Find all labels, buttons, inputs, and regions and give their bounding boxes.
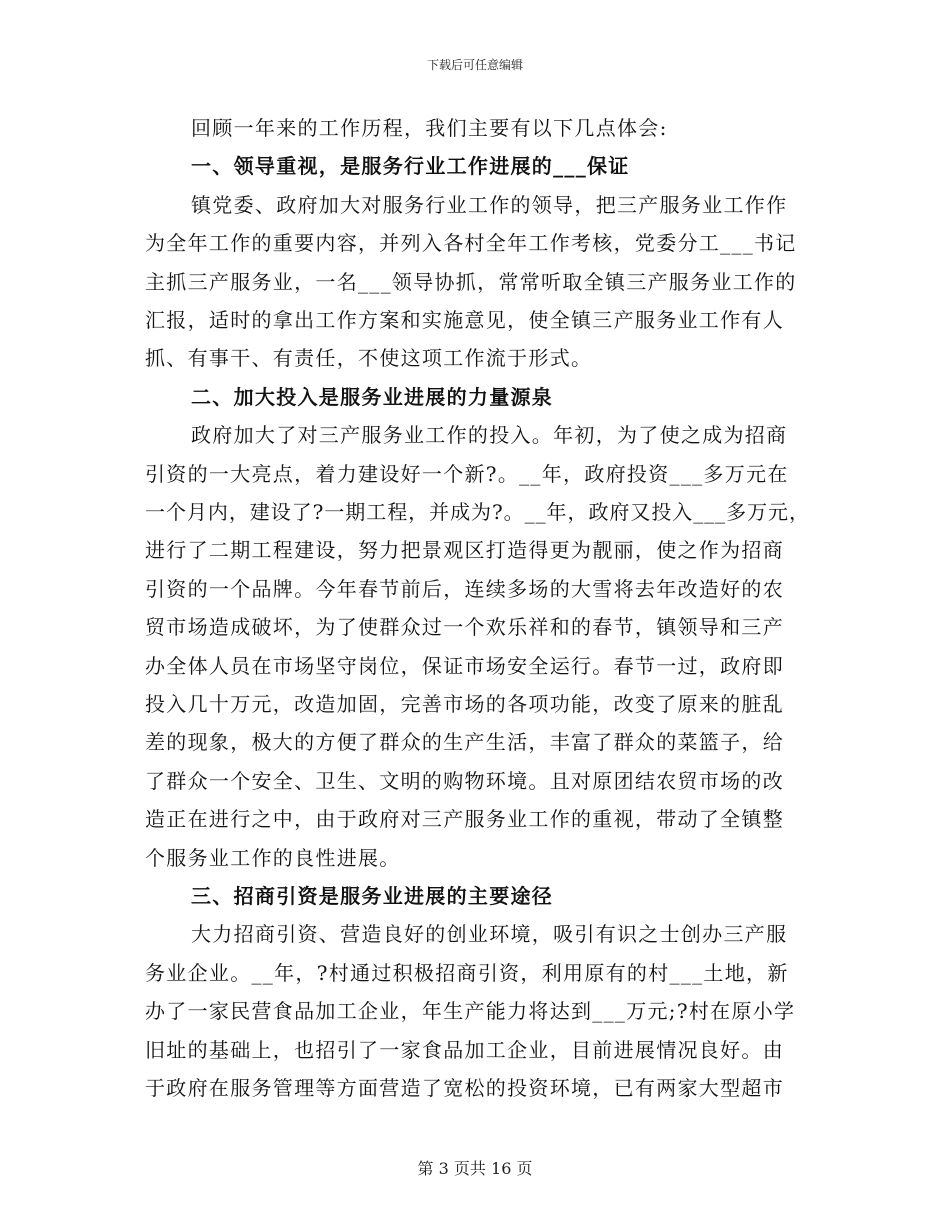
body-text-line: 抓、有事干、有责任，不使这项工作流于形式。 — [145, 346, 593, 371]
footer-suffix: 页 — [516, 1159, 533, 1178]
footer-current-page: 3 — [438, 1159, 449, 1178]
page-header: 下载后可任意编辑 — [426, 58, 523, 72]
footer-total-pages: 16 — [491, 1159, 512, 1178]
section-heading: 一、领导重视，是服务行业工作进展的___保证 — [191, 154, 630, 179]
body-text-line: 了群众一个安全、卫生、文明的购物环境。且对原团结农贸市场的改 — [145, 768, 784, 793]
body-text-line: 一个月内，建设了?一期工程，并成为?。__年，政府又投入___多万元， — [145, 500, 810, 524]
body-text-line: 汇报，适时的拿出工作方案和实施意见，使全镇三产服务业工作有人 — [145, 308, 784, 332]
body-text-line: 务业企业。__年，?村通过积极招商引资，利用原有的村___土地，新 — [145, 960, 789, 985]
body-text-line: 回顾一年来的工作历程，我们主要有以下几点体会: — [191, 116, 668, 140]
body-text-line: 办全体人员在市场坚守岗位，保证市场安全运行。春节一过，政府即 — [145, 653, 784, 678]
body-text-line: 旧址的基础上，也招引了一家食品加工企业，目前进展情况良好。由 — [145, 1037, 784, 1062]
section-heading: 三、招商引资是服务业进展的主要途径 — [191, 884, 554, 908]
section-heading: 二、加大投入是服务业进展的力量源泉 — [191, 384, 554, 409]
footer-prefix: 第 — [417, 1159, 434, 1178]
body-text-line: 差的现象，极大的方便了群众的生产生活，丰富了群众的菜篮子，给 — [145, 730, 784, 755]
body-text-line: 投入几十万元，改造加固，完善市场的各项功能，改变了原来的脏乱 — [145, 692, 784, 716]
body-text-line: 引资的一大亮点，着力建设好一个新?。__年，政府投资___多万元在 — [145, 461, 789, 486]
body-text-line: 引资的一个品牌。今年春节前后，连续多场的大雪将去年改造好的农 — [145, 576, 784, 601]
body-text-line: 进行了二期工程建设，努力把景观区打造得更为靓丽，使之作为招商 — [145, 538, 784, 563]
page-footer — [0, 1156, 950, 1179]
body-text-line: 主抓三产服务业，一名___领导协抓，常常听取全镇三产服务业工作的 — [145, 269, 797, 294]
footer-middle: 页共 — [453, 1159, 486, 1178]
body-text-line: 办了一家民营食品加工企业，年生产能力将达到___万元;?村在原小学 — [145, 999, 796, 1024]
body-text-line: 政府加大了对三产服务业工作的投入。年初，为了使之成为招商 — [191, 423, 788, 448]
body-text-line: 镇党委、政府加大对服务行业工作的领导，把三产服务业工作作 — [191, 192, 788, 217]
body-text-line: 大力招商引资、营造良好的创业环境，吸引有识之士创办三产服 — [191, 922, 788, 947]
body-text-line: 个服务业工作的良性进展。 — [145, 845, 401, 870]
body-text-line: 为全年工作的重要内容，并列入各村全年工作考核，党委分工___书记 — [145, 231, 797, 256]
body-text-line: 造正在进行之中，由于政府对三产服务业工作的重视，带动了全镇整 — [145, 807, 784, 832]
body-text-line: 于政府在服务管理等方面营造了宽松的投资环境，已有两家大型超市 — [145, 1076, 784, 1100]
body-text-line: 贸市场造成破坏，为了使群众过一个欢乐祥和的春节，镇领导和三产 — [145, 615, 784, 640]
